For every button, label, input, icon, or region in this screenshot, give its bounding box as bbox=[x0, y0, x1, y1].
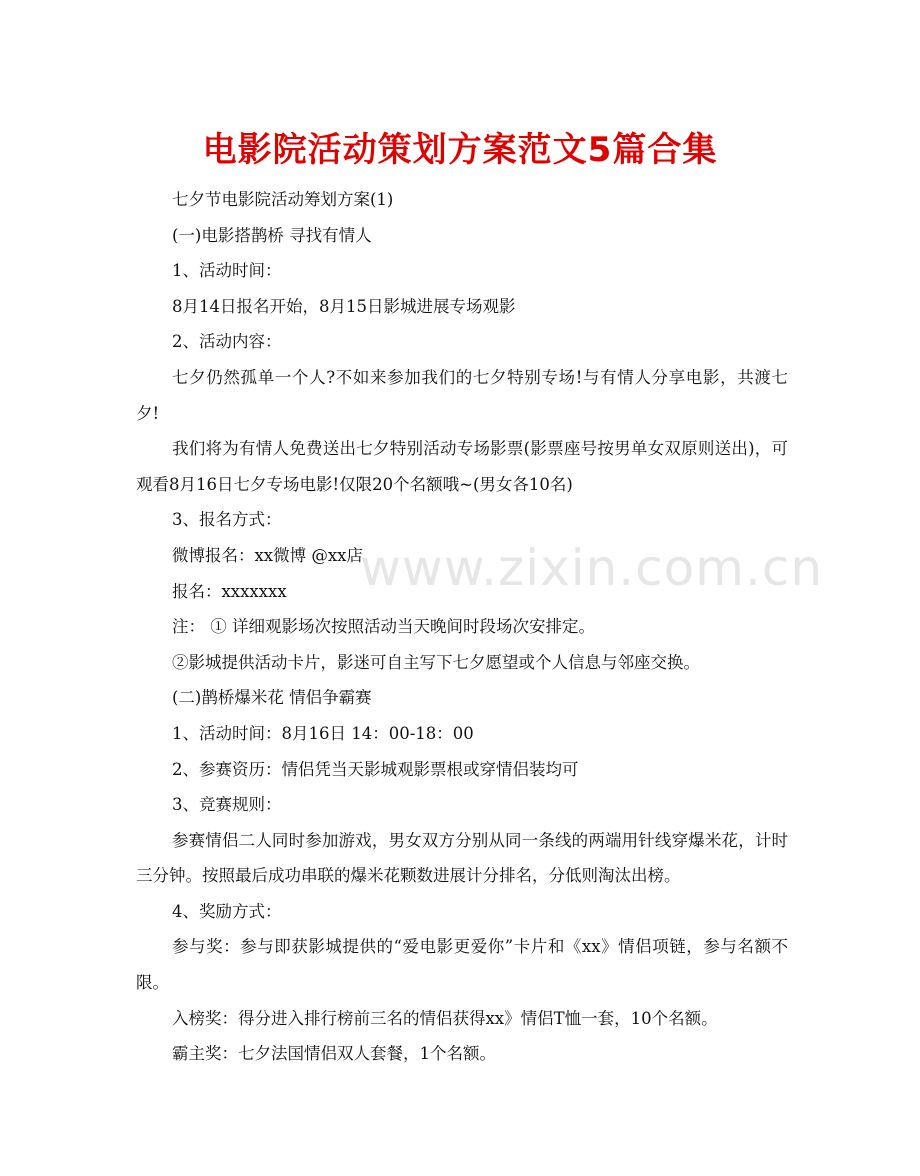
paragraph: 参赛情侣二人同时参加游戏，男女双方分别从同一条线的两端用针线穿爆米花，计时三分钟。按照最后成功串联的爆米花颗数进展计分排名，分低则淘汰出榜。 bbox=[136, 830, 788, 886]
text-line: 1、活动时间：8月16日 14：00-18：00 bbox=[172, 723, 474, 743]
subsection-heading: (一)电影搭鹊桥 寻找有情人 bbox=[172, 225, 372, 245]
paragraph: 参与奖：参与即获影城提供的“爱电影更爱你”卡片和《xx》情侣项链，参与名额不限。 bbox=[136, 937, 788, 993]
note-line: 注： ① 详细观影场次按照活动当天晚间时段场次安排定。 bbox=[172, 617, 595, 637]
item-heading: 1、活动时间： bbox=[172, 261, 282, 281]
item-heading: 4、奖励方式： bbox=[172, 901, 282, 921]
text-line: 入榜奖：得分进入排行榜前三名的情侣获得xx》情侣T恤一套，10个名额。 bbox=[172, 1008, 718, 1028]
text-line: 报名：xxxxxxx bbox=[172, 581, 287, 601]
item-heading: 3、竞赛规则： bbox=[172, 795, 282, 815]
document-title: 电影院活动策划方案范文5篇合集 bbox=[202, 130, 718, 170]
paragraph: 七夕仍然孤单一个人?不如来参加我们的七夕特别专场!与有情人分享电影，共渡七夕! bbox=[136, 367, 788, 423]
watermark: www.zixin.com.cn bbox=[360, 539, 824, 597]
text-line: 微博报名：xx微博 @xx店 bbox=[172, 545, 363, 565]
text-line: 霸主奖：七夕法国情侣双人套餐，1个名额。 bbox=[172, 1044, 496, 1064]
section-heading: 七夕节电影院活动筹划方案(1) bbox=[172, 190, 394, 209]
subsection-heading: (二)鹊桥爆米花 情侣争霸赛 bbox=[172, 688, 372, 708]
text-line: 8月14日报名开始，8月15日影城进展专场观影 bbox=[172, 296, 516, 316]
note-line: ②影城提供活动卡片，影迷可自主写下七夕愿望或个人信息与邻座交换。 bbox=[172, 652, 700, 672]
document-body bbox=[136, 182, 788, 1072]
item-heading: 3、报名方式： bbox=[172, 510, 282, 530]
item-heading: 2、活动内容： bbox=[172, 332, 282, 352]
text-line: 2、参赛资历：情侣凭当天影城观影票根或穿情侣装均可 bbox=[172, 759, 579, 779]
paragraph: 我们将为有情人免费送出七夕特别活动专场影票(影票座号按男单女双原则送出)，可观看8月16日七夕专场电影!仅限20个名额哦~(男女各10名) bbox=[136, 439, 788, 494]
